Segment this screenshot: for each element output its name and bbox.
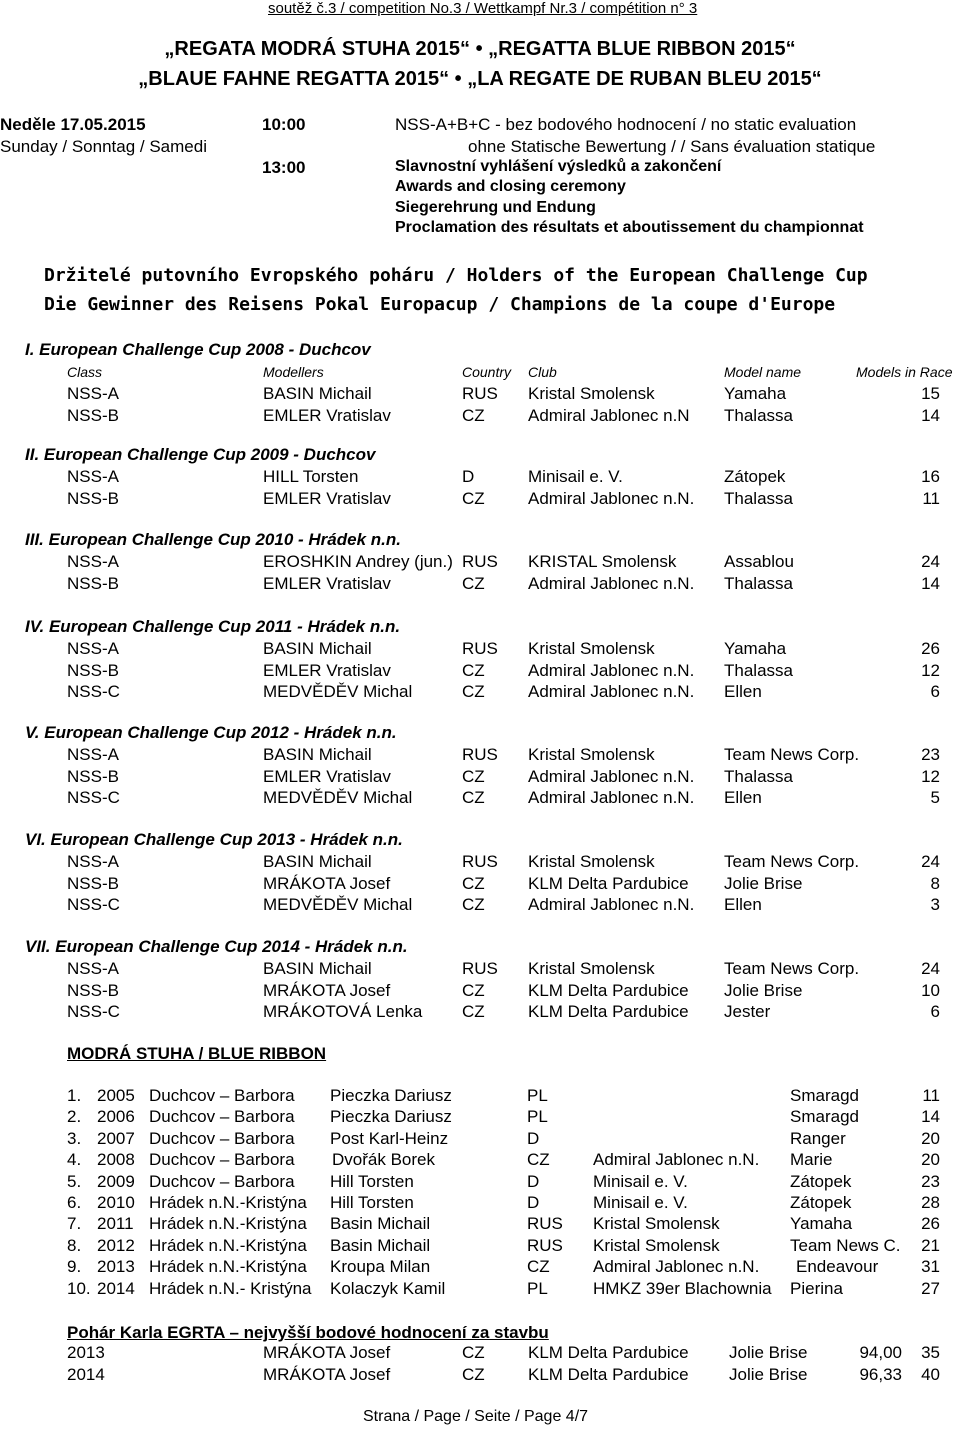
cup-cell: Admiral Jablonec n.N. (528, 488, 695, 508)
cup-cell: Admiral Jablonec n.N. (528, 660, 695, 680)
ribbon-cell: 9. (67, 1257, 82, 1277)
cup-cell: Admiral Jablonec n.N. (528, 895, 695, 914)
ribbon-cell: Marie (790, 1150, 833, 1170)
schedule-ceremony-4: Proclamation des résultats et aboutissement du championnat (395, 219, 864, 236)
cup-cell: MEDVĚDĚV Michal (263, 895, 413, 914)
ribbon-cell: Kolaczyk Kamil (330, 1278, 446, 1298)
cup-title: IV. European Challenge Cup 2011 - Hrádek n.n. (25, 617, 401, 636)
cup-cell: CZ (462, 488, 485, 508)
ribbon-cell: Yamaha (790, 1214, 853, 1234)
cup-models-count: 3 (930, 895, 940, 914)
ribbon-score: 20 (921, 1150, 940, 1170)
cup-cell: Admiral Jablonec n.N. (528, 766, 695, 786)
cup-cell: D (462, 467, 475, 486)
cup-cell: CZ (462, 405, 485, 425)
cup-models-count: 24 (921, 852, 940, 871)
ribbon-cell: 7. (67, 1214, 82, 1234)
cup-cell: NSS-A (67, 467, 119, 486)
ribbon-cell: Duchcov – Barbora (149, 1086, 295, 1105)
cup-models-count: 14 (921, 405, 940, 425)
ribbon-score: 31 (921, 1257, 940, 1277)
cup-cell: NSS-A (67, 552, 119, 571)
ribbon-cell: Basin Michail (330, 1214, 431, 1234)
cup-title: I. European Challenge Cup 2008 - Duchcov (25, 340, 371, 359)
cup-cell: Kristal Smolensk (528, 852, 655, 871)
ribbon-cell: 2008 (97, 1150, 135, 1170)
ribbon-cell: Pieczka Dariusz (330, 1107, 452, 1127)
ribbon-cell: Duchcov – Barbora (149, 1150, 295, 1170)
cup-models-count: 24 (921, 959, 940, 978)
ribbon-score: 26 (921, 1214, 940, 1234)
egrta-cell: Jolie Brise (729, 1365, 808, 1384)
cup-cell: Ellen (724, 682, 762, 701)
ribbon-cell: 1. (67, 1086, 82, 1105)
cup-title: VI. European Challenge Cup 2013 - Hrádek n.n. (25, 830, 403, 849)
ribbon-cell: Team News C. (790, 1235, 901, 1255)
holders-line-2: Die Gewinner des Reisens Pokal Europacup / Champions de la coupe d'Europe (44, 294, 836, 315)
cup-cell: KLM Delta Pardubice (528, 1002, 689, 1021)
cup-cell: BASIN Michail (263, 852, 372, 871)
ribbon-cell: CZ (527, 1150, 550, 1170)
cup-cell: CZ (462, 1002, 485, 1021)
cup-title: III. European Challenge Cup 2010 - Hrádek n.n. (25, 530, 401, 549)
cup-cell: Jester (724, 1002, 771, 1021)
cup-cell: BASIN Michail (263, 745, 372, 764)
cup-cell: Thalassa (724, 573, 793, 593)
ribbon-cell: Hrádek n.N.- Kristýna (149, 1278, 312, 1298)
ribbon-score: 28 (921, 1193, 940, 1212)
cup-cell: EMLER Vratislav (263, 488, 391, 508)
ribbon-cell: 2006 (97, 1107, 135, 1127)
ribbon-cell: 2014 (97, 1278, 135, 1298)
cup-models-count: 11 (922, 488, 940, 508)
ribbon-cell: 2. (67, 1107, 82, 1127)
cup-cell: KRISTAL Smolensk (528, 552, 677, 571)
ribbon-cell: Ranger (790, 1128, 846, 1148)
cup-cell: Minisail e. V. (528, 467, 623, 486)
cup-cell: NSS-B (67, 660, 119, 680)
cup-cell: Kristal Smolensk (528, 959, 655, 978)
cup-cell: Admiral Jablonec n.N. (528, 682, 695, 701)
cup-cell: Kristal Smolensk (528, 639, 655, 658)
cup-models-count: 26 (921, 639, 940, 658)
ribbon-cell: HMKZ 39er Blachownia (593, 1278, 772, 1298)
egrta-cell: MRÁKOTA Josef (263, 1343, 391, 1362)
cup-title: II. European Challenge Cup 2009 - Duchcov (25, 445, 376, 464)
cup-models-count: 24 (921, 552, 940, 571)
egrta-cell: 2013 (67, 1343, 105, 1362)
ribbon-cell: 3. (67, 1128, 82, 1148)
cup-cell: NSS-A (67, 852, 119, 871)
cup-cell: NSS-C (67, 788, 120, 807)
cup-models-count: 16 (921, 467, 940, 486)
ribbon-cell: 2005 (97, 1086, 135, 1105)
ribbon-cell: PL (527, 1086, 548, 1105)
cup-cell: Yamaha (724, 639, 787, 658)
cup-cell: KLM Delta Pardubice (528, 873, 689, 893)
cup-cell: HILL Torsten (263, 467, 359, 486)
cup-cell: NSS-A (67, 639, 119, 658)
cup-cell: Ellen (724, 788, 762, 807)
ribbon-score: 14 (921, 1107, 940, 1127)
cup-cell: CZ (462, 660, 485, 680)
ribbon-cell: RUS (527, 1214, 563, 1234)
cup-cell: NSS-B (67, 873, 119, 893)
cup-cell: Team News Corp. (724, 852, 860, 871)
egrta-cell: KLM Delta Pardubice (528, 1343, 689, 1362)
cup-models-count: 6 (930, 682, 940, 701)
cup-cell: EMLER Vratislav (263, 573, 391, 593)
cup-cell: Yamaha (724, 384, 787, 403)
title-line-1: „REGATA MODRÁ STUHA 2015“ • „REGATTA BLUE RIBBON 2015“ (164, 38, 796, 60)
egrta-title: Pohár Karla EGRTA – nejvyšší bodové hodnocení za stavbu (67, 1323, 549, 1342)
cup-cell: NSS-C (67, 895, 120, 914)
competition-header: soutěž č.3 / competition No.3 / Wettkampf Nr.3 / compétition n° 3 (268, 0, 698, 17)
cup-models-count: 23 (921, 745, 940, 764)
egrta-cell: 2014 (67, 1365, 105, 1384)
blue-ribbon-title: MODRÁ STUHA / BLUE RIBBON (67, 1044, 327, 1063)
ribbon-score: 20 (921, 1128, 940, 1148)
schedule-ceremony-1: Slavnostní vyhlášení výsledků a zakončení (395, 158, 722, 175)
cup-cell: NSS-B (67, 488, 119, 508)
cup-cell: MRÁKOTA Josef (263, 980, 391, 1000)
cup-cell: EROSHKIN Andrey (jun.) (263, 552, 453, 571)
cup-title: VII. European Challenge Cup 2014 - Hrádek n.n. (25, 937, 408, 956)
cup-cell: Kristal Smolensk (528, 384, 655, 403)
cup-cell: EMLER Vratislav (263, 766, 391, 786)
column-header: Models in Race (856, 364, 953, 380)
cup-cell: Jolie Brise (724, 980, 803, 1000)
ribbon-cell: PL (527, 1278, 548, 1298)
ribbon-cell: Hrádek n.N.-Kristýna (149, 1193, 307, 1212)
cup-cell: Thalassa (724, 488, 793, 508)
cup-models-count: 12 (921, 766, 940, 786)
cup-cell: Admiral Jablonec n.N (528, 405, 690, 425)
cup-cell: NSS-A (67, 959, 119, 978)
ribbon-score: 21 (921, 1235, 940, 1255)
ribbon-cell: Hrádek n.N.-Kristýna (149, 1235, 307, 1255)
ribbon-cell: Kristal Smolensk (593, 1235, 720, 1255)
cup-cell: Thalassa (724, 766, 793, 786)
column-header: Model name (724, 364, 802, 380)
cup-cell: BASIN Michail (263, 384, 372, 403)
cup-cell: Kristal Smolensk (528, 745, 655, 764)
ribbon-cell: 5. (67, 1171, 82, 1191)
schedule-day-alt: Sunday / Sonntag / Samedi (0, 137, 207, 156)
cup-cell: RUS (462, 552, 498, 571)
column-header: Country (462, 364, 512, 380)
egrta-points: 94,00 (859, 1343, 902, 1362)
ribbon-cell: Dvořák Borek (332, 1150, 435, 1170)
ribbon-cell: Minisail e. V. (593, 1193, 688, 1212)
cup-cell: NSS-B (67, 573, 119, 593)
holders-line-1: Držitelé putovního Evropského poháru / Holders of the European Challenge Cup (44, 265, 868, 286)
ribbon-cell: Duchcov – Barbora (149, 1107, 295, 1127)
ribbon-cell: Duchcov – Barbora (149, 1171, 295, 1191)
cup-models-count: 6 (930, 1002, 940, 1021)
schedule-ceremony-2: Awards and closing ceremony (395, 178, 626, 195)
ribbon-cell: Smaragd (790, 1107, 859, 1127)
cup-cell: CZ (462, 682, 485, 701)
ribbon-cell: Kroupa Milan (330, 1257, 431, 1277)
egrta-cell: CZ (462, 1343, 485, 1362)
column-header: Club (528, 364, 557, 380)
cup-cell: CZ (462, 766, 485, 786)
ribbon-cell: PL (527, 1107, 548, 1127)
ribbon-cell: 2007 (97, 1128, 135, 1148)
cup-cell: CZ (462, 980, 485, 1000)
schedule-day: Neděle 17.05.2015 (0, 115, 146, 134)
cup-cell: CZ (462, 873, 485, 893)
ribbon-cell: 2012 (97, 1235, 135, 1255)
ribbon-cell: Kristal Smolensk (593, 1214, 720, 1234)
ribbon-cell: Hrádek n.N.-Kristýna (149, 1257, 307, 1277)
cup-cell: NSS-B (67, 405, 119, 425)
cup-models-count: 5 (930, 788, 940, 807)
ribbon-cell: Pieczka Dariusz (330, 1086, 452, 1105)
cup-cell: MRÁKOTA Josef (263, 873, 391, 893)
cup-cell: NSS-A (67, 384, 119, 403)
ribbon-cell: 2013 (97, 1257, 135, 1277)
egrta-cell: MRÁKOTA Josef (263, 1365, 391, 1384)
cup-cell: RUS (462, 852, 498, 871)
cup-cell: CZ (462, 895, 485, 914)
cup-cell: Team News Corp. (724, 959, 860, 978)
egrta-cell: KLM Delta Pardubice (528, 1365, 689, 1384)
cup-cell: Zátopek (724, 467, 786, 486)
title-line-2: „BLAUE FAHNE REGATTA 2015“ • „LA REGATE DE RUBAN BLEU 2015“ (138, 68, 822, 90)
egrta-models: 40 (921, 1365, 940, 1384)
cup-cell: MRÁKOTOVÁ Lenka (263, 1002, 423, 1021)
ribbon-cell: Admiral Jablonec n.N. (593, 1257, 760, 1277)
cup-cell: Thalassa (724, 660, 793, 680)
cup-cell: EMLER Vratislav (263, 405, 391, 425)
ribbon-cell: Hrádek n.N.-Kristýna (149, 1214, 307, 1234)
ribbon-cell: Smaragd (790, 1086, 859, 1105)
ribbon-cell: RUS (527, 1235, 563, 1255)
ribbon-cell: 6. (67, 1193, 82, 1212)
cup-models-count: 10 (921, 980, 940, 1000)
cup-cell: KLM Delta Pardubice (528, 980, 689, 1000)
cup-cell: RUS (462, 384, 498, 403)
cup-cell: Admiral Jablonec n.N. (528, 573, 695, 593)
cup-cell: NSS-B (67, 980, 119, 1000)
cup-models-count: 14 (921, 573, 940, 593)
ribbon-cell: CZ (527, 1257, 550, 1277)
cup-cell: Admiral Jablonec n.N. (528, 788, 695, 807)
cup-title: V. European Challenge Cup 2012 - Hrádek n.n. (25, 723, 397, 742)
cup-cell: CZ (462, 788, 485, 807)
ribbon-cell: 8. (67, 1235, 82, 1255)
ribbon-cell: D (527, 1193, 540, 1212)
cup-models-count: 15 (921, 384, 940, 403)
cup-cell: BASIN Michail (263, 639, 372, 658)
cup-cell: Thalassa (724, 405, 793, 425)
cup-cell: RUS (462, 745, 498, 764)
cup-cell: NSS-C (67, 1002, 120, 1021)
cup-cell: Ellen (724, 895, 762, 914)
ribbon-cell: Pierina (790, 1278, 843, 1298)
ribbon-cell: Minisail e. V. (593, 1171, 688, 1191)
cup-cell: CZ (462, 573, 485, 593)
cup-models-count: 8 (930, 873, 940, 893)
ribbon-cell: 10. (67, 1278, 91, 1298)
cup-cell: NSS-B (67, 766, 119, 786)
cup-cell: Jolie Brise (724, 873, 803, 893)
cup-cell: BASIN Michail (263, 959, 372, 978)
egrta-cell: Jolie Brise (729, 1343, 808, 1362)
ribbon-cell: Zátopek (790, 1193, 852, 1212)
cup-cell: Team News Corp. (724, 745, 860, 764)
ribbon-cell: Endeavour (796, 1257, 879, 1277)
cup-cell: RUS (462, 639, 498, 658)
cup-cell: MEDVĚDĚV Michal (263, 682, 413, 701)
ribbon-cell: D (527, 1128, 540, 1148)
ribbon-cell: Hill Torsten (330, 1193, 414, 1212)
ribbon-cell: Hill Torsten (330, 1171, 414, 1191)
cup-cell: RUS (462, 959, 498, 978)
page-footer: Strana / Page / Seite / Page 4/7 (363, 1408, 589, 1425)
ribbon-cell: Post Karl-Heinz (330, 1128, 449, 1148)
cup-cell: NSS-C (67, 682, 120, 701)
cup-models-count: 12 (921, 660, 940, 680)
egrta-cell: CZ (462, 1365, 485, 1384)
schedule-text-1 (395, 115, 856, 135)
ribbon-cell: D (527, 1171, 540, 1191)
cup-cell: NSS-A (67, 745, 119, 764)
egrta-models: 35 (921, 1343, 940, 1362)
ribbon-cell: 2010 (97, 1193, 135, 1212)
column-header: Class (67, 364, 103, 380)
schedule-time-1: 10:00 (262, 115, 306, 134)
ribbon-score: 11 (922, 1086, 940, 1105)
cup-cell: Assablou (724, 552, 794, 571)
ribbon-score: 27 (921, 1278, 940, 1298)
ribbon-cell: Duchcov – Barbora (149, 1128, 295, 1148)
schedule-text-1b: ohne Statische Bewertung / / Sans évaluation statique (468, 137, 876, 156)
ribbon-cell: 4. (67, 1150, 82, 1170)
egrta-points: 96,33 (859, 1365, 902, 1384)
ribbon-cell: Admiral Jablonec n.N. (593, 1150, 760, 1170)
schedule-time-2: 13:00 (262, 158, 306, 177)
ribbon-score: 23 (921, 1171, 940, 1191)
cup-cell: EMLER Vratislav (263, 660, 391, 680)
ribbon-cell: 2011 (97, 1214, 134, 1234)
column-header: Modellers (263, 364, 324, 380)
ribbon-cell: Zátopek (790, 1171, 852, 1191)
ribbon-cell: Basin Michail (330, 1235, 431, 1255)
schedule-text-1-content: NSS-A+B+C - bez bodového hodnocení / no static evaluation (395, 115, 857, 134)
schedule-ceremony-3: Siegerehrung und Endung (395, 199, 596, 216)
cup-cell: MEDVĚDĚV Michal (263, 788, 413, 807)
ribbon-cell: 2009 (97, 1171, 135, 1191)
